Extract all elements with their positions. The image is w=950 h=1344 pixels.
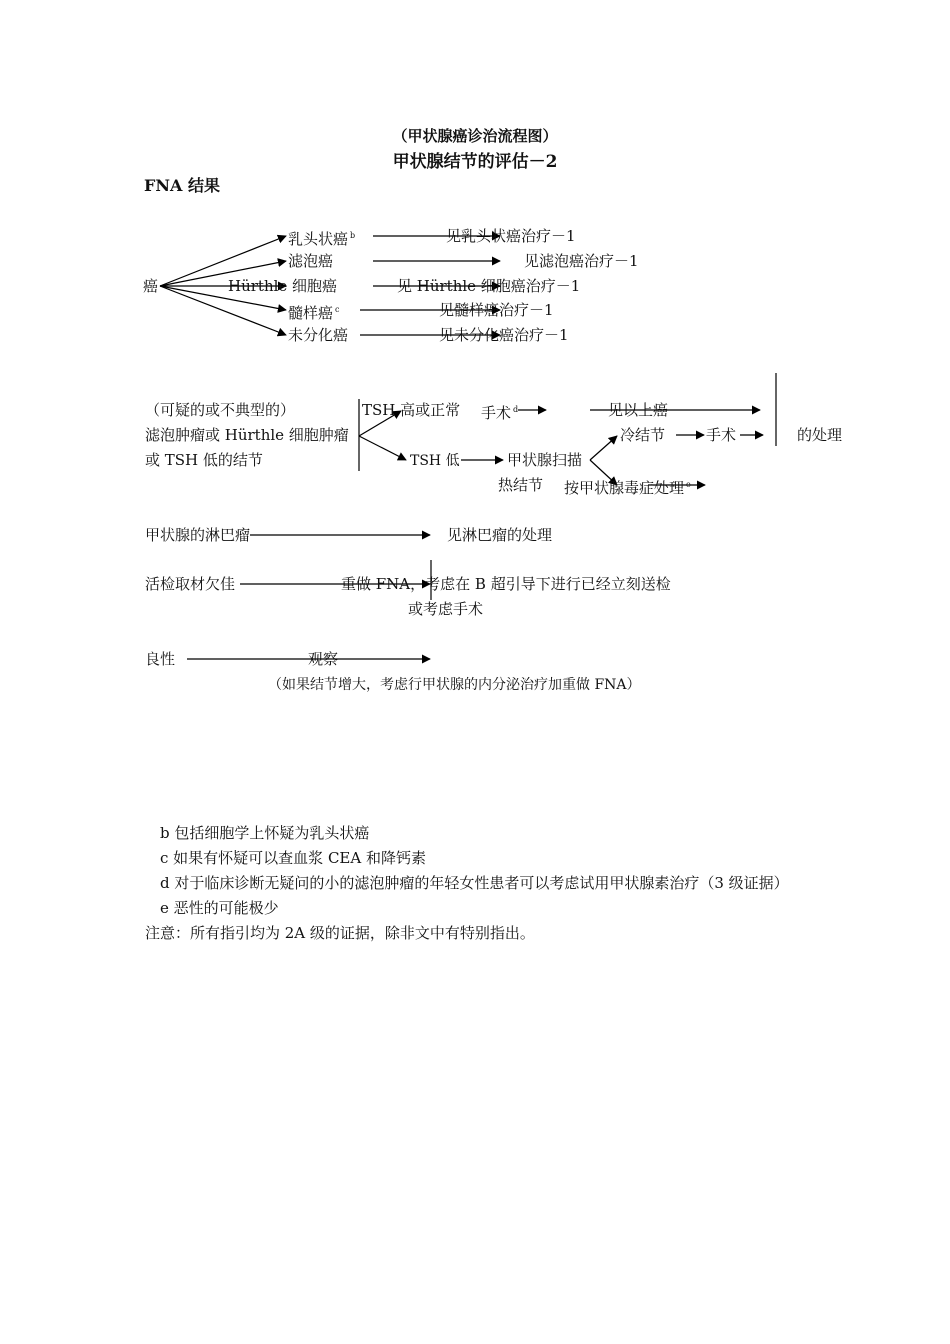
target-follicular: 见滤泡癌治疗－1: [524, 252, 639, 270]
node-suspicious-line1: （可疑的或不典型的）: [145, 401, 296, 419]
target-papillary: 见乳头状癌治疗－1: [446, 227, 576, 245]
arrow-split-tsh-low: [359, 436, 406, 460]
target-hurthle: 见 Hürthle 细胞癌治疗－1: [397, 277, 581, 295]
node-anaplastic: 未分化癌: [288, 326, 349, 344]
node-benign: 良性: [145, 650, 176, 668]
node-cold-surgery: 手术: [706, 426, 737, 444]
node-papillary: 乳头状癌 $^b$: [288, 230, 356, 248]
footnote-e: e 恶性的可能极少: [160, 899, 279, 917]
footnote-d: d 对于临床诊断无疑问的小的滤泡肿瘤的年轻女性患者可以考虑试用甲状腺素治疗（3 级证据）: [160, 874, 789, 892]
node-hyperthyroid: 按甲状腺毒症处理 $^e$: [564, 479, 691, 497]
arrow-scan-cold: [590, 436, 617, 460]
node-medullary: 髓样癌 $^c$: [288, 304, 340, 322]
target-anaplastic: 见未分化癌治疗－1: [439, 326, 569, 344]
node-hurthle: Hürthle 细胞癌: [228, 277, 338, 295]
target-inadequate-line1: 重做 FNA，考虑在 B 超引导下进行已经立刻送检: [341, 575, 671, 593]
node-surgery-d: 手术 $^d$: [481, 404, 519, 422]
node-suspicious-line3: 或 TSH 低的结节: [145, 451, 263, 469]
node-lymphoma: 甲状腺的淋巴瘤: [145, 526, 251, 544]
target-inadequate-line2: 或考虑手术: [408, 600, 484, 618]
node-cancer: 癌: [143, 277, 159, 295]
node-thyroid-scan: 甲状腺扫描: [507, 451, 583, 469]
footnote-b: b 包括细胞学上怀疑为乳头状癌: [160, 824, 370, 842]
node-see-above: 见以上癌: [608, 401, 669, 419]
node-tsh-high: TSH 高或正常: [362, 401, 461, 419]
node-cold-nodule: 冷结节: [620, 426, 666, 444]
node-tsh-low: TSH 低: [410, 453, 460, 469]
node-suspicious-line2: 滤泡肿瘤或 Hürthle 细胞肿瘤: [145, 426, 349, 444]
target-medullary: 见髓样癌治疗－1: [439, 301, 554, 319]
node-handling: 的处理: [797, 426, 843, 444]
page-title: 甲状腺结节的评估－2: [392, 152, 558, 172]
subtitle: （甲状腺癌诊治流程图）: [392, 127, 558, 145]
node-inadequate: 活检取材欠佳: [145, 575, 236, 593]
evidence-note: 注意：所有指引均为 2A 级的证据，除非文中有特别指出。: [145, 924, 535, 942]
node-follicular: 滤泡癌: [288, 252, 334, 270]
target-benign: 观察: [308, 650, 339, 668]
target-lymphoma: 见淋巴瘤的处理: [447, 526, 553, 544]
footnote-c: c 如果有怀疑可以查血浆 CEA 和降钙素: [160, 849, 426, 867]
node-hot-nodule: 热结节: [498, 476, 544, 494]
section-heading: FNA 结果: [144, 176, 220, 195]
benign-note: （如果结节增大，考虑行甲状腺的内分泌治疗加重做 FNA）: [268, 677, 641, 693]
